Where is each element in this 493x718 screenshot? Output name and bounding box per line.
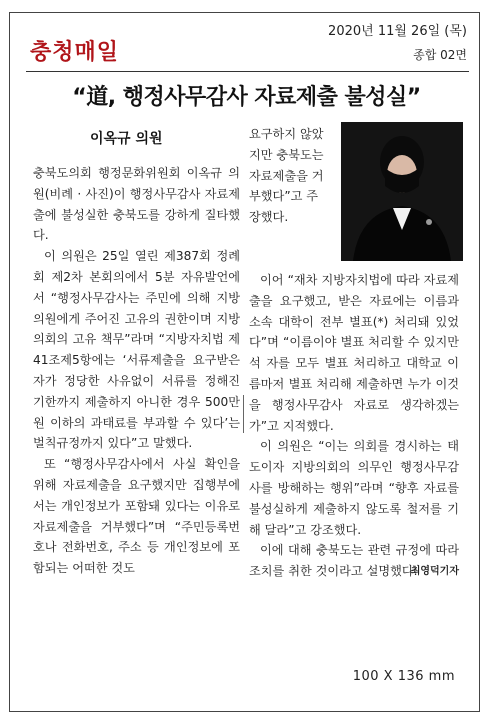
right-column <box>249 270 459 583</box>
paragraph: 이 의원은 “이는 의회를 경시하는 태도이자 지방의회의 의무인 행정사무감사를 방해하는 행위”라며 “향후 자료를 불성실하게 제출하지 않도록 철저를 기해 달라”고 강조했다. <box>249 439 459 537</box>
right-top-column <box>249 124 326 228</box>
left-column <box>33 163 240 579</box>
paragraph: 충북도의회 행정문화위원회 이옥규 의원(비례 · 사진)이 행정사무감사 자료제출에 불성실한 충북도를 강하게 질타했다. <box>33 166 240 243</box>
reporter-name: 최영덕기자 <box>410 565 459 577</box>
portrait-image <box>341 122 463 261</box>
publication-date: 2020년 11월 26일 (목) <box>328 24 467 39</box>
edition-page: 종합 02면 <box>413 48 467 62</box>
clipping-size: 100 X 136 mm <box>352 669 455 684</box>
byline: 이옥규 의원 <box>90 131 163 147</box>
paragraph: 요구하지 않았지만 충북도는 자료제출을 거부했다”고 주장했다. <box>249 127 324 225</box>
newspaper-name: 충청매일 <box>30 40 120 65</box>
paragraph: 또 “행정사무감사에서 사실 확인을 위해 자료제출을 요구했지만 집행부에서는 개인정보가 포함돼 있다는 이유로 자료제출을 거부했다”며 “주민등록번호나 전화번호, 주소 등 개인정보에 포함되는 어떠한 것도 <box>33 457 240 576</box>
paragraph: 이 의원은 25일 열린 제387회 정례회 제2차 본회의에서 5분 자유발언에서 “행정사무감사는 주민에 의해 지방의원에게 주어진 고유의 권한이며 지방의회의 고유 책무”라며 “지방자치법 제41조제5항에는 ‘서류제출을 요구받은 자가 정당한 사유없이 서류를 정해진 기한까지 제출하지 아니한 경우 500만원 이하의 과태료를 부과할 수 있다’는 벌칙규정까지 있다”고 말했다. <box>33 249 240 451</box>
paragraph: 이에 대해 충북도는 관련 규정에 따라 조치를 취한 것이라고 설명했다. <box>249 543 459 579</box>
header-divider <box>26 71 469 72</box>
headline: “道, 행정사무감사 자료제출 불성실” <box>72 85 421 110</box>
column-divider <box>243 395 244 433</box>
councilor-photo <box>341 122 463 261</box>
paragraph: 이어 “재차 지방자치법에 따라 자료제출을 요구했고, 받은 자료에는 이름과 소속 대학이 전부 별표(*) 처리돼 있었다”며 “이름이야 별표 처리할 수 있지만 석 자를 모두 별표 처리하고 대학교 이름마저 별표 처리해 제출하면 누가 이것을 행정사무감사 자료로 생각하겠는가”고 지적했다. <box>249 273 459 433</box>
